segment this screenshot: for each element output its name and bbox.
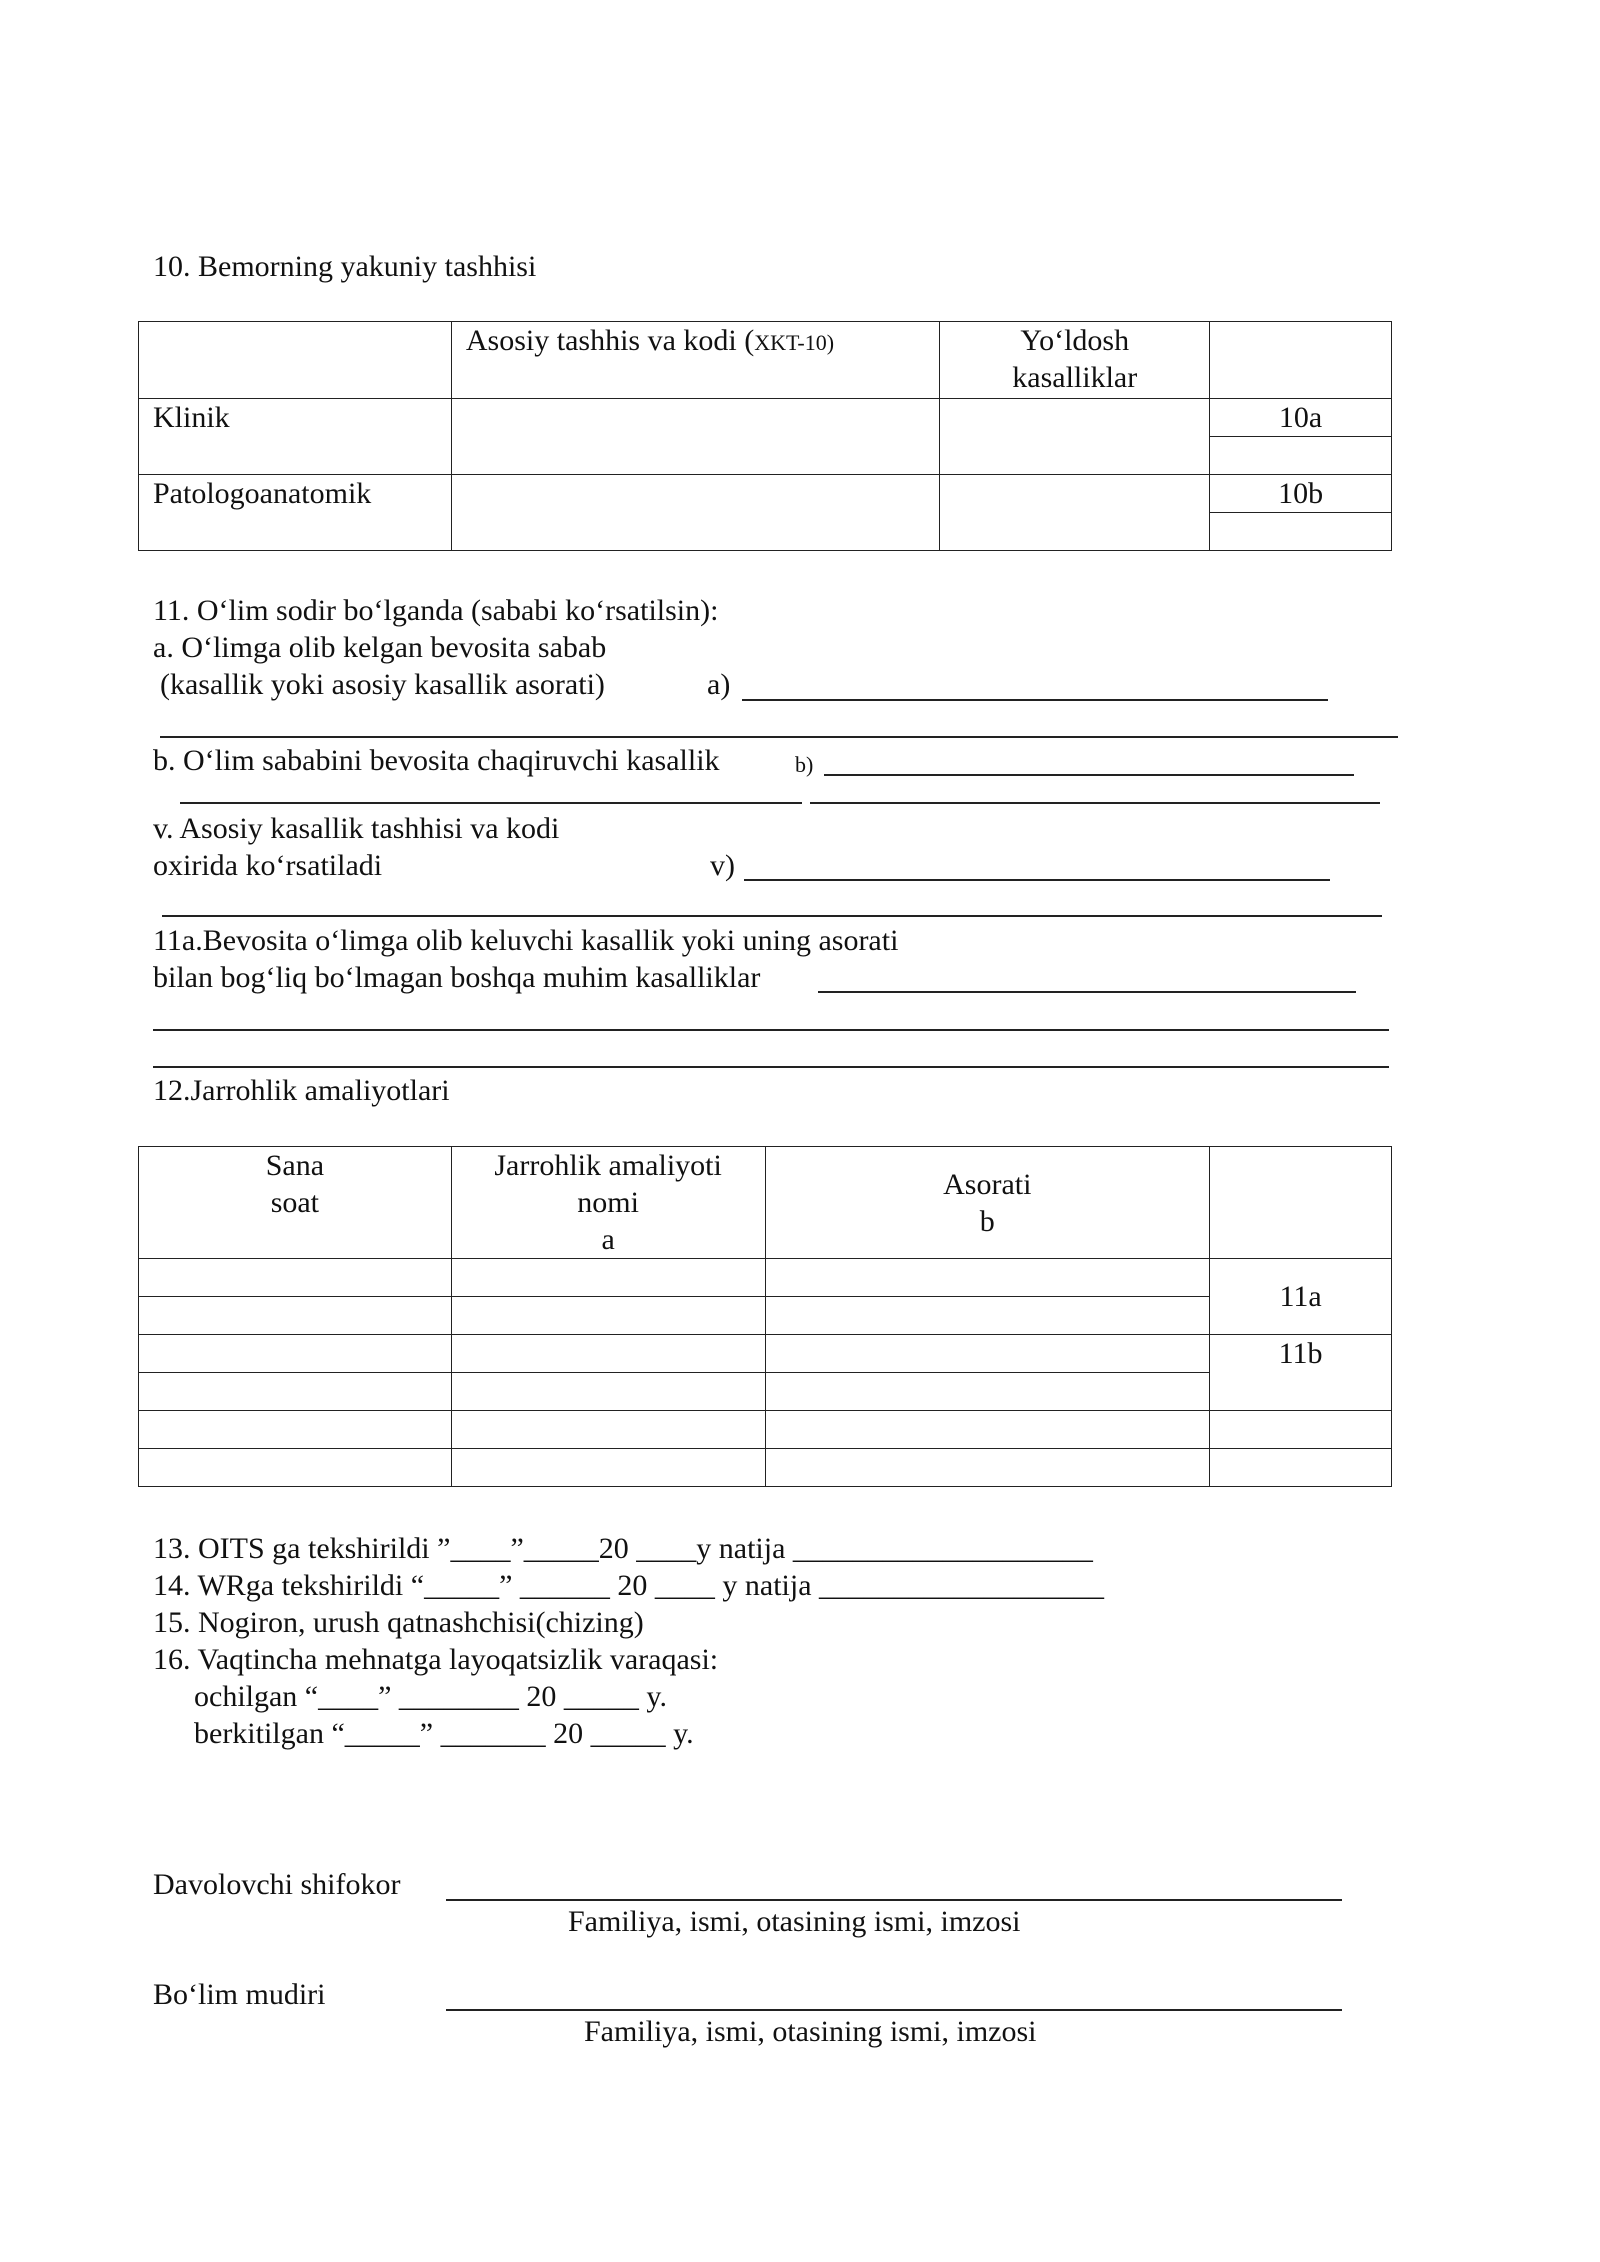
section-12-title: 12.Jarrohlik amaliyotlari [153, 1074, 450, 1107]
table-row-cell[interactable] [451, 1449, 765, 1487]
item-13-hiv-test: 13. OITS ga tekshirildi ”____”_____20 ____y natija ____________________ [153, 1532, 1093, 1565]
sick-leave-opened: ochilgan “____” ________ 20 _____ y. [194, 1680, 667, 1713]
header-operation-name: Jarrohlik amaliyoti nomi a [451, 1147, 765, 1259]
doctor-signature-line[interactable] [446, 1899, 1342, 1901]
section-11a-fill-line[interactable] [818, 991, 1356, 993]
cause-b-text: b. O‘lim sababini bevosita chaqiruvchi kasallik [153, 744, 720, 777]
table-row-cell[interactable] [1210, 1411, 1392, 1449]
doctor-signature-caption: Familiya, ismi, otasining ismi, imzosi [568, 1905, 1021, 1938]
header-date-time: Sana soat [139, 1147, 452, 1259]
table-row-cell[interactable] [765, 1297, 1210, 1335]
table-row-cell[interactable] [139, 1297, 452, 1335]
section-10-title: 10. Bemorning yakuniy tashhisi [153, 250, 537, 283]
header-comorbidities: Yo‘ldosh kasalliklar [940, 322, 1210, 399]
head-signature-label: Bo‘lim mudiri [153, 1978, 326, 2011]
table-row-cell[interactable] [139, 1259, 452, 1297]
cause-v-marker: v) [710, 849, 735, 882]
table-row-cell[interactable] [765, 1259, 1210, 1297]
head-signature-line[interactable] [446, 2009, 1342, 2011]
header-code-cell [1210, 322, 1392, 399]
header-code-cell [1210, 1147, 1392, 1259]
item-16-sick-leave: 16. Vaqtincha mehnatga layoqatsizlik varaqasi: [153, 1643, 719, 1676]
table-row-cell[interactable] [451, 1373, 765, 1411]
header-complication: Asorati b [765, 1147, 1210, 1259]
cause-a-marker: a) [707, 668, 731, 701]
table-row-cell[interactable] [451, 1297, 765, 1335]
header-empty-cell [139, 322, 452, 399]
item-14-wr-test: 14. WRga tekshirildi “_____” ______ 20 ____ y natija ___________________ [153, 1569, 1105, 1602]
section-11a-line2: bilan bog‘liq bo‘lmagan boshqa muhim kasalliklar [153, 961, 761, 994]
cause-v-fill-line[interactable] [744, 879, 1330, 881]
patologo-main-diagnosis-cell[interactable] [451, 475, 939, 551]
cause-a-line2: (kasallik yoki asosiy kasallik asorati) [160, 668, 605, 701]
table-row-cell[interactable] [451, 1411, 765, 1449]
table-row-cell[interactable] [765, 1449, 1210, 1487]
cause-b-fill-line-2[interactable] [180, 802, 802, 804]
cause-v-line1: v. Asosiy kasallik tashhisi va kodi [153, 812, 560, 845]
final-diagnosis-table [138, 321, 1392, 551]
table-row-cell[interactable] [139, 1335, 452, 1373]
code-10a-entry[interactable] [1210, 437, 1392, 475]
table-row-cell[interactable] [139, 1411, 452, 1449]
row-label-patologoanatomik: Patologoanatomik [139, 475, 452, 551]
doctor-signature-label: Davolovchi shifokor [153, 1868, 401, 1901]
table-row-cell[interactable] [765, 1335, 1210, 1373]
row-label-klinik: Klinik [139, 399, 452, 475]
code-11a: 11a [1210, 1259, 1392, 1335]
header-main-diagnosis: Asosiy tashhis va kodi (XKT-10) [451, 322, 939, 399]
table-row-cell[interactable] [1210, 1449, 1392, 1487]
table-row-cell[interactable] [765, 1411, 1210, 1449]
cause-b-marker: b) [795, 752, 814, 777]
table-row-cell[interactable] [139, 1373, 452, 1411]
cause-b-fill-line[interactable] [824, 774, 1354, 776]
section-11a-fill-line-3[interactable] [153, 1066, 1389, 1068]
cause-v-fill-line-2[interactable] [162, 915, 1382, 917]
cause-v-line2: oxirida ko‘rsatiladi [153, 849, 383, 882]
code-10b-entry[interactable] [1210, 513, 1392, 551]
cause-a-fill-line-2[interactable] [160, 736, 1398, 738]
table-row-cell[interactable] [765, 1373, 1210, 1411]
code-10b: 10b [1210, 475, 1392, 513]
table-row-cell[interactable] [451, 1335, 765, 1373]
code-11b: 11b [1210, 1335, 1392, 1411]
section-11a-fill-line-2[interactable] [153, 1029, 1389, 1031]
code-10a: 10a [1210, 399, 1392, 437]
head-signature-caption: Familiya, ismi, otasining ismi, imzosi [584, 2015, 1037, 2048]
table-row-cell[interactable] [451, 1259, 765, 1297]
klinik-main-diagnosis-cell[interactable] [451, 399, 939, 475]
sick-leave-closed: berkitilgan “_____” _______ 20 _____ y. [194, 1717, 694, 1750]
cause-b-fill-line-3[interactable] [810, 802, 1380, 804]
section-11-title: 11. O‘lim sodir bo‘lganda (sababi ko‘rsatilsin): [153, 594, 719, 627]
cause-a-line1: a. O‘limga olib kelgan bevosita sabab [153, 631, 607, 664]
cause-a-fill-line[interactable] [742, 699, 1328, 701]
patologo-comorbidity-cell[interactable] [940, 475, 1210, 551]
section-11a-line1: 11a.Bevosita o‘limga olib keluvchi kasallik yoki uning asorati [153, 924, 899, 957]
table-row-cell[interactable] [139, 1449, 452, 1487]
surgeries-table [138, 1146, 1392, 1487]
item-15-disability: 15. Nogiron, urush qatnashchisi(chizing) [153, 1606, 644, 1639]
klinik-comorbidity-cell[interactable] [940, 399, 1210, 475]
